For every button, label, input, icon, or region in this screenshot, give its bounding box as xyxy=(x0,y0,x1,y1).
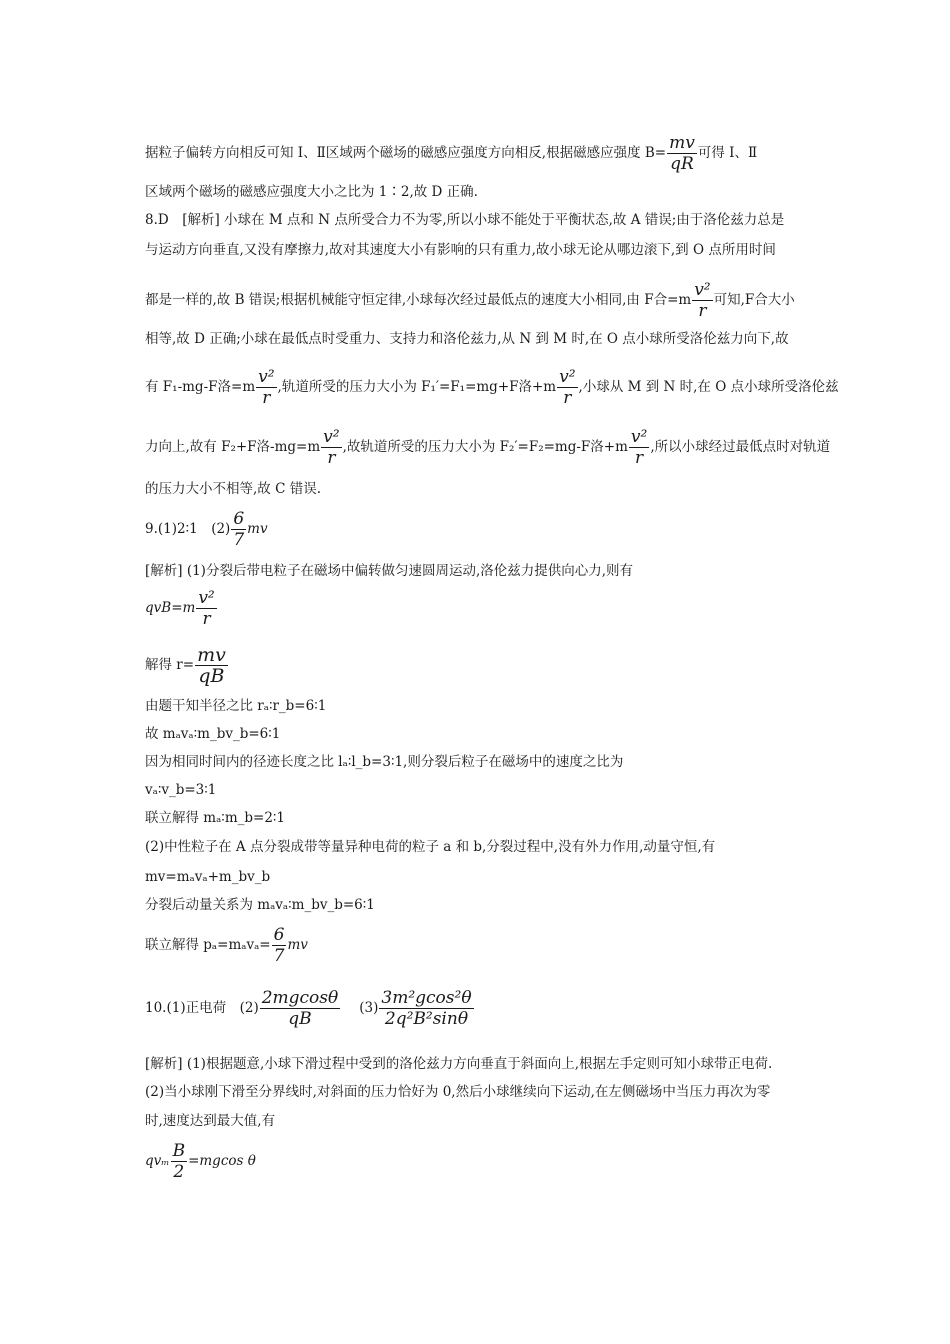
text-line-16: 因为相同时间内的径迹长度之比 lₐ∶l_b=3∶1,则分裂后粒子在磁场中的速度之比为 xyxy=(145,754,624,770)
text-segment: 有 F₁-mg-F洛=m xyxy=(145,379,256,395)
answer-10-line xyxy=(145,988,810,1029)
text-segment: ,所以小球经过最低点时对轨道 xyxy=(650,439,831,455)
text-segment: ,轨道所受的压力大小为 F₁′=F₁=mg+F洛+m xyxy=(277,379,557,395)
text-line-1 xyxy=(145,133,810,174)
equation-line-13 xyxy=(145,645,810,686)
fraction-denominator: 7 xyxy=(233,530,245,550)
answer-9-line xyxy=(145,509,810,550)
fraction-numerator: 6 xyxy=(233,509,245,529)
text-segment: mv xyxy=(247,521,268,537)
equation-line-27 xyxy=(145,1141,810,1182)
fraction-denominator: qR xyxy=(670,154,694,174)
text-line-2: 区域两个磁场的磁感应强度大小之比为 1∶2,故 D 正确. xyxy=(145,184,478,200)
fraction-v2-over-r xyxy=(256,367,276,408)
fraction-6-over-7 xyxy=(231,509,246,550)
text-segment: (3) xyxy=(359,1000,379,1016)
text-line-18: 联立解得 mₐ∶m_b=2∶1 xyxy=(145,810,286,826)
text-line-26: 时,速度达到最大值,有 xyxy=(145,1113,276,1129)
fraction-answer-10-2 xyxy=(260,988,341,1029)
text-segment: 都是一样的,故 B 错误;根据机械能守恒定律,小球每次经过最低点的速度大小相同,由 F合=m xyxy=(145,292,692,308)
fraction-numerator: 2mgcosθ xyxy=(261,988,339,1008)
text-line-17: vₐ∶v_b=3∶1 xyxy=(145,782,217,798)
text-segment: mv xyxy=(287,937,308,953)
text-segment: 10.(1)正电荷 (2) xyxy=(145,1000,259,1016)
text-line-4: 与运动方向垂直,又没有摩擦力,故对其速度大小有影响的只有重力,故小球无论从哪边滚下,到 O 点所用时间 xyxy=(145,242,776,258)
text-segment: 可得 Ⅰ、Ⅱ xyxy=(697,145,758,161)
text-segment: 9.(1)2∶1 (2) xyxy=(145,521,231,537)
fraction-denominator: r xyxy=(262,388,271,408)
text-segment: 联立解得 pₐ=mₐvₐ= xyxy=(145,937,271,953)
fraction-mv-over-qR xyxy=(667,133,697,174)
fraction-denominator: 2 xyxy=(173,1162,185,1182)
text-line-5 xyxy=(145,280,810,321)
fraction-denominator: r xyxy=(635,448,644,468)
fraction-numerator: v² xyxy=(559,367,576,387)
text-line-25: (2)当小球刚下滑至分界线时,对斜面的压力恰好为 0,然后小球继续向下运动,在左侧磁场中当压力再次为零 xyxy=(145,1084,771,1100)
fraction-denominator: r xyxy=(327,448,336,468)
fraction-numerator: B xyxy=(172,1141,186,1161)
fraction-numerator: v² xyxy=(323,427,340,447)
text-line-24: [解析] (1)根据题意,小球下滑过程中受到的洛伦兹力方向垂直于斜面向上,根据左手定则可知小球带正电荷. xyxy=(145,1056,773,1072)
text-line-8 xyxy=(145,427,831,468)
fraction-v2-over-r xyxy=(321,427,341,468)
fraction-numerator: v² xyxy=(630,427,648,447)
fraction-numerator: v² xyxy=(694,280,711,300)
fraction-denominator: qB xyxy=(288,1009,312,1029)
fraction-denominator: r xyxy=(698,301,707,321)
text-line-15: 故 mₐvₐ∶m_bv_b=6∶1 xyxy=(145,726,281,742)
text-line-7 xyxy=(145,367,839,408)
text-line-21: 分裂后动量关系为 mₐvₐ∶m_bv_b=6∶1 xyxy=(145,897,375,913)
fraction-numerator: v² xyxy=(198,588,215,608)
fraction-numerator: mv xyxy=(197,644,226,666)
text-line-14: 由题干知半径之比 rₐ∶r_b=6∶1 xyxy=(145,698,327,714)
equation-line-22 xyxy=(145,925,810,966)
text-segment: 力向上,故有 F₂+F洛-mg=m xyxy=(145,439,321,455)
text-segment: ,小球从 M 到 N 时,在 O 点小球所受洛伦兹 xyxy=(578,379,839,395)
fraction-denominator: r xyxy=(202,609,211,629)
equation-line-12 xyxy=(145,588,810,629)
fraction-denominator: qB xyxy=(198,665,225,687)
text-segment: 解得 r= xyxy=(145,657,195,673)
fraction-numerator: mv xyxy=(669,133,695,153)
fraction-v2-over-r xyxy=(692,280,712,321)
fraction-denominator: 2q²B²sinθ xyxy=(384,1009,469,1029)
fraction-answer-10-3 xyxy=(379,988,473,1029)
text-line-3: 8.D [解析] 小球在 M 点和 N 点所受合力不为零,所以小球不能处于平衡状态,故 A 错误;由于洛伦兹力总是 xyxy=(145,212,785,228)
fraction-mv-over-qB xyxy=(195,645,228,686)
fraction-numerator: 6 xyxy=(273,925,285,945)
text-line-9: 的压力大小不相等,故 C 错误. xyxy=(145,481,321,497)
fraction-denominator: 7 xyxy=(273,946,285,966)
text-segment: 据粒子偏转方向相反可知 Ⅰ、Ⅱ区域两个磁场的磁感应强度方向相反,根据磁感应强度 B= xyxy=(145,145,667,161)
fraction-B-over-2 xyxy=(171,1141,188,1182)
fraction-v2-over-r xyxy=(557,367,577,408)
text-segment: qvB=m xyxy=(145,600,196,616)
text-line-20: mv=mₐvₐ+m_bv_b xyxy=(145,869,271,885)
fraction-numerator: 3m²gcos²θ xyxy=(381,988,472,1008)
text-segment: 可知,F合大小 xyxy=(713,292,795,308)
fraction-numerator: v² xyxy=(258,367,275,387)
fraction-6-over-7 xyxy=(272,925,287,966)
text-segment: qvₘ xyxy=(145,1153,170,1169)
fraction-v2-over-r xyxy=(629,427,649,468)
text-line-11: [解析] (1)分裂后带电粒子在磁场中偏转做匀速圆周运动,洛伦兹力提供向心力,则有 xyxy=(145,563,634,579)
fraction-denominator: r xyxy=(563,388,572,408)
text-line-19: (2)中性粒子在 A 点分裂成带等量异种电荷的粒子 a 和 b,分裂过程中,没有外力作用,动量守恒,有 xyxy=(145,839,716,855)
text-segment: ,故轨道所受的压力大小为 F₂′=F₂=mg-F洛+m xyxy=(342,439,628,455)
text-line-6: 相等,故 D 正确;小球在最低点时受重力、支持力和洛伦兹力,从 N 到 M 时,在 O 点小球所受洛伦兹力向下,故 xyxy=(145,331,789,347)
fraction-v2-over-r xyxy=(196,588,216,629)
text-segment: =mgcos θ xyxy=(188,1153,256,1169)
